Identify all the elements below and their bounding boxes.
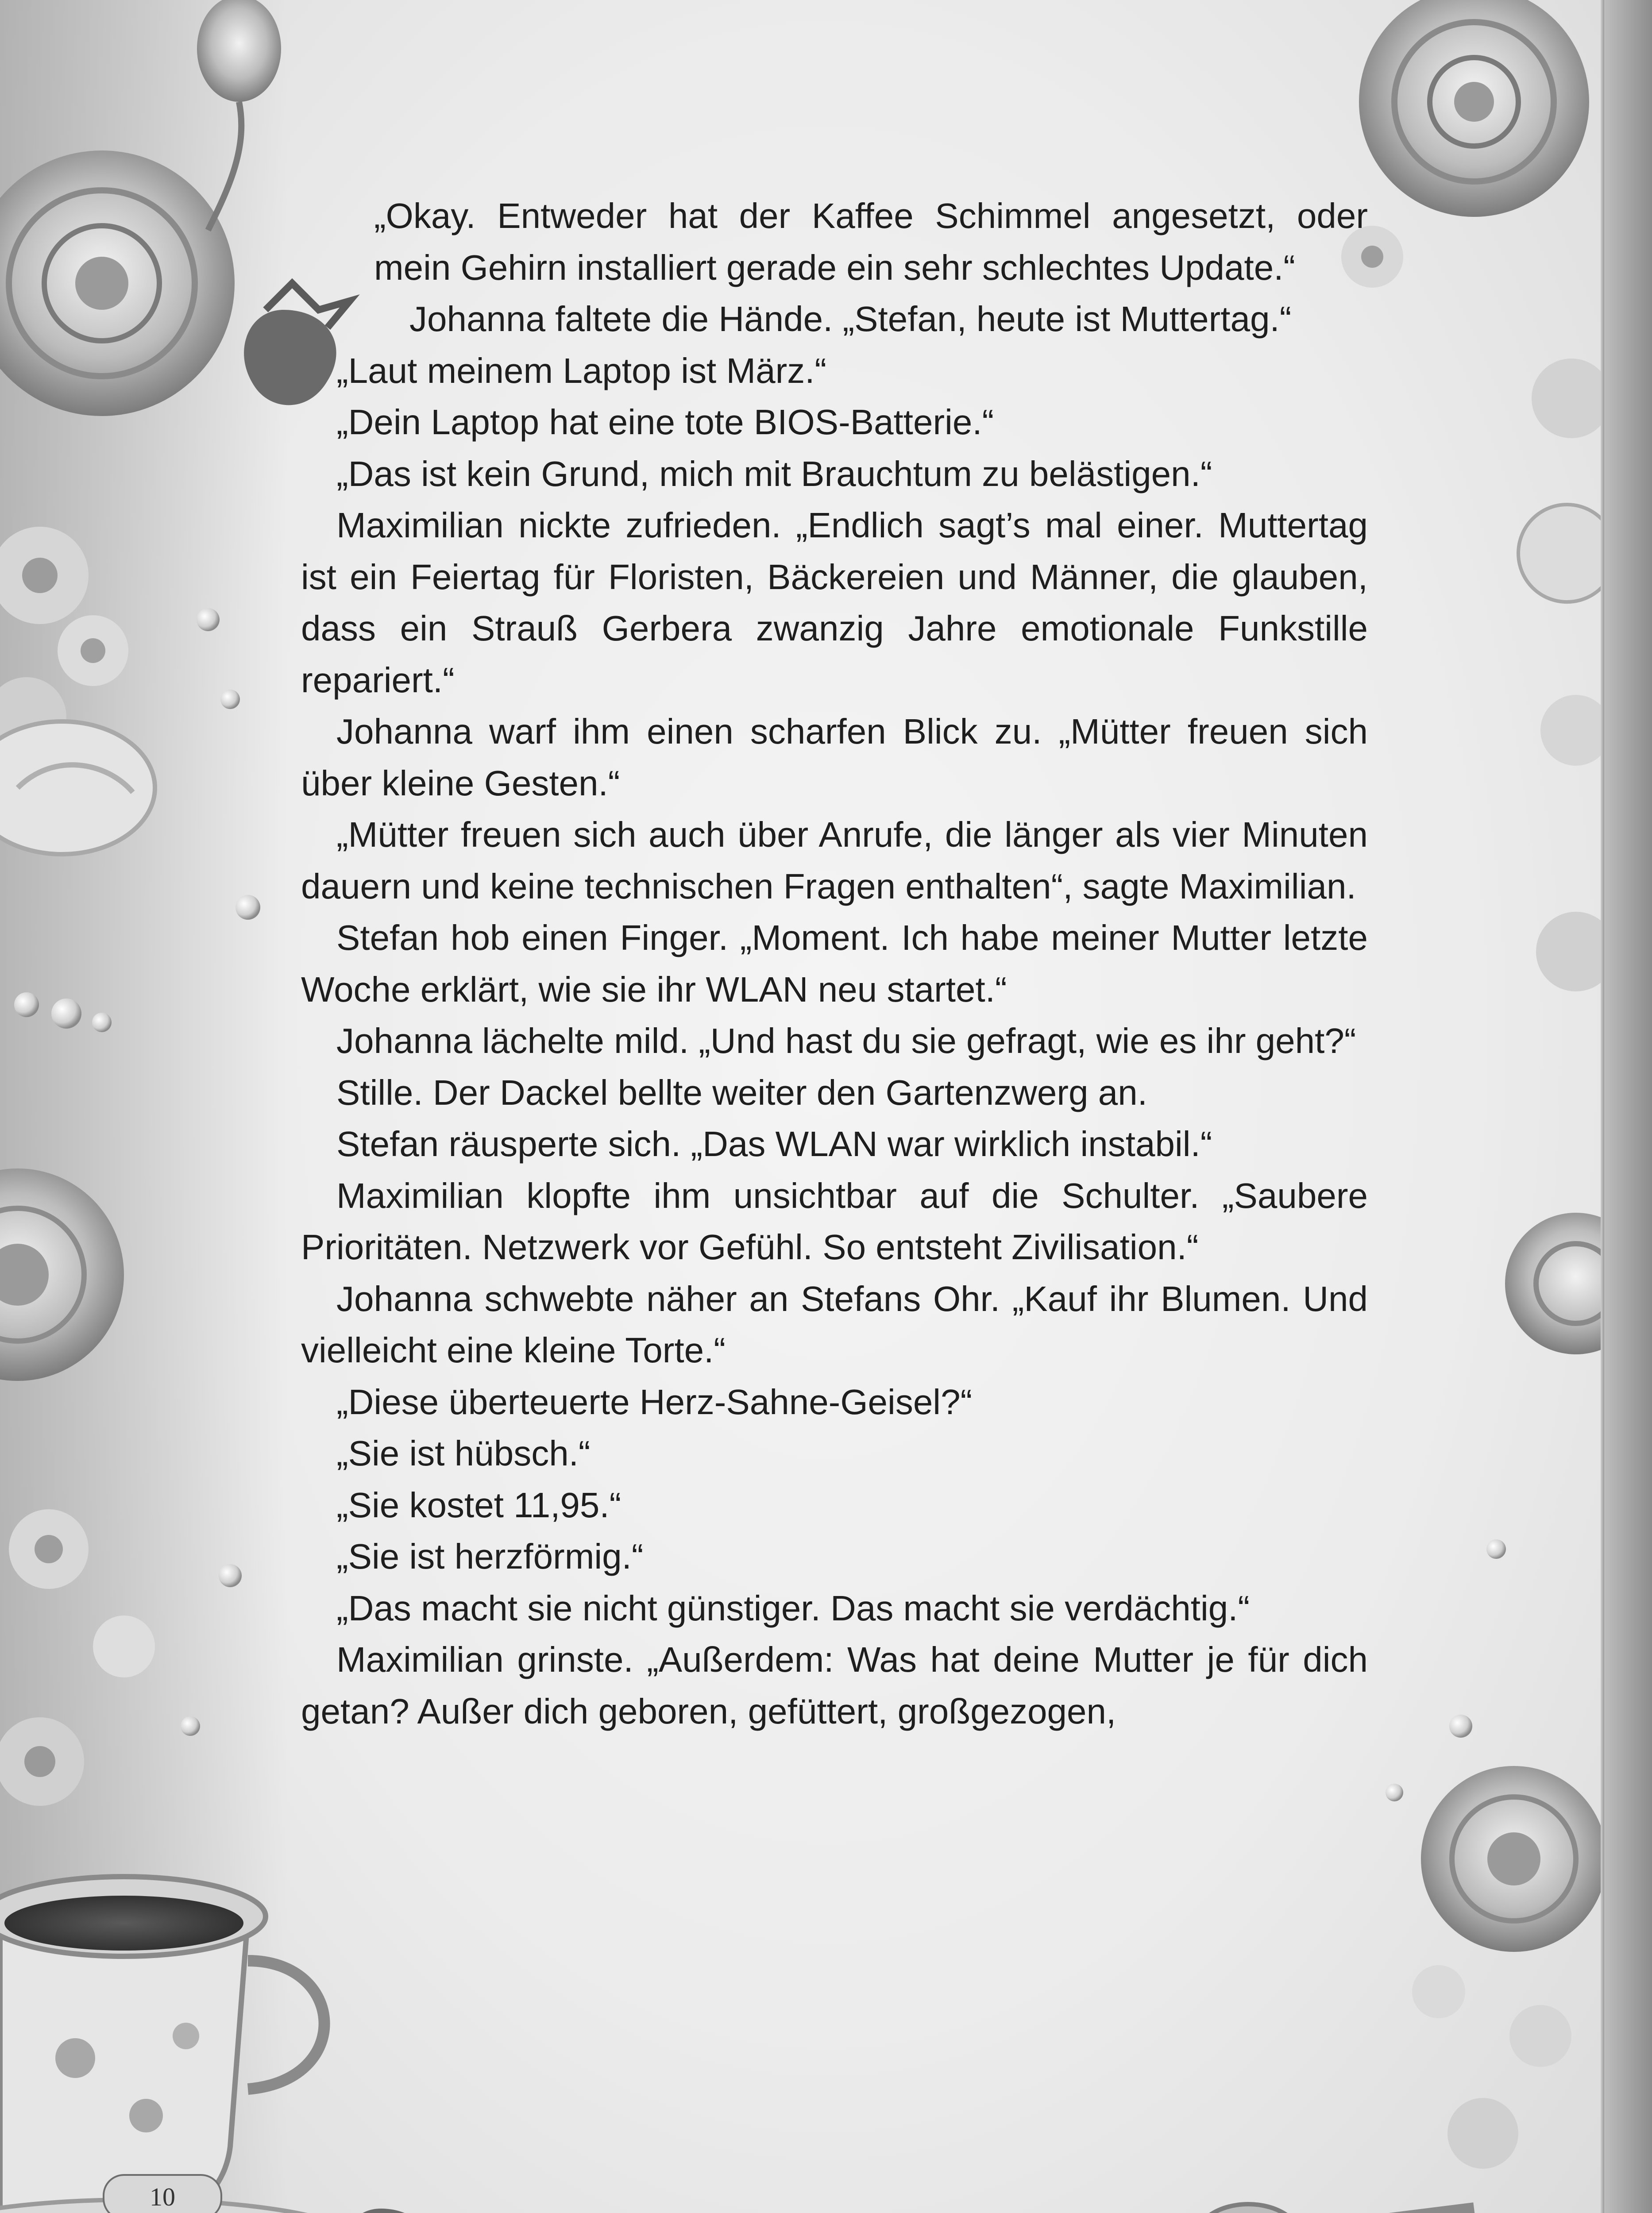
- paragraph: „Diese überteuerte Herz-Sahne-Geisel?“: [336, 1382, 973, 1422]
- teacup-icon: [0, 1877, 372, 2213]
- paragraph: „Sie kostet 11,95.“: [336, 1485, 621, 1525]
- paragraph: Maximilian klopfte ihm unsichtbar auf die Schulter. „Saubere Prioritäten. Netzwerk vor Gefühl. So entsteht Zivilisation.“: [301, 1176, 1368, 1267]
- paragraph: Johanna schwebte näher an Stefans Ohr. „Kauf ihr Blumen. Und vielleicht eine kleine Torte.“: [301, 1279, 1368, 1370]
- paragraph: Johanna warf ihm einen scharfen Blick zu. „Mütter freuen sich über kleine Gesten.“: [301, 712, 1368, 803]
- body-text: [301, 190, 1368, 1737]
- pearl-icon: [1386, 1539, 1506, 1801]
- paragraph: Stefan hob einen Finger. „Moment. Ich habe meiner Mutter letzte Woche erklärt, wie sie ihr WLAN neu startet.“: [301, 918, 1368, 1009]
- paragraph: Johanna faltete die Hände. „Stefan, heute ist Muttertag.“: [409, 299, 1292, 339]
- paragraph: „Das ist kein Grund, mich mit Brauchtum zu belästigen.“: [336, 454, 1212, 493]
- page-number: 10: [103, 2174, 222, 2213]
- paragraph: „Das macht sie nicht günstiger. Das macht sie verdächtig.“: [336, 1588, 1250, 1628]
- daisy-icon: [1412, 1965, 1571, 2169]
- paragraph: „Laut meinem Laptop ist März.“: [336, 351, 827, 390]
- paragraph: „Sie ist herzförmig.“: [336, 1537, 644, 1576]
- rose-icon: [1359, 0, 1589, 217]
- paragraph: „Dein Laptop hat eine tote BIOS-Batterie.“: [336, 402, 994, 442]
- paragraph: Maximilian grinste. „Außerdem: Was hat deine Mutter je für dich getan? Außer dich geboren, gefüttert, großgezogen,: [301, 1640, 1368, 1731]
- paragraph: Stille. Der Dackel bellte weiter den Gartenzwerg an.: [336, 1072, 1147, 1112]
- strawberry-icon: [341, 2209, 431, 2213]
- daisy-icon: [1341, 226, 1616, 991]
- paragraph: Stefan räusperte sich. „Das WLAN war wirklich instabil.“: [336, 1124, 1212, 1164]
- paragraph: Johanna lächelte mild. „Und hast du sie gefragt, wie es ihr geht?“: [336, 1021, 1356, 1060]
- spoon-icon: [1195, 2204, 1474, 2213]
- paragraph: „Sie ist hübsch.“: [336, 1434, 591, 1473]
- paragraph: „Okay. Entweder hat der Kaffee Schimmel angesetzt, oder mein Gehirn installiert gerade ein sehr schlechtes Update.“: [374, 196, 1368, 287]
- cream-swirl-icon: [0, 721, 155, 854]
- paragraph: „Mütter freuen sich auch über Anrufe, die länger als vier Minuten dauern und keine technischen Fragen enthalten“, sagte Maximilian.: [301, 815, 1368, 906]
- page-edge-right: [1604, 0, 1652, 2213]
- paragraph: Maximilian nickte zufrieden. „Endlich sagt’s mal einer. Muttertag ist ein Feiertag für Floristen, Bäckereien und Männer, die glauben, dass ein Strauß Gerbera zwanzig Jahre emotionale Funkstille repariert.“: [301, 505, 1368, 700]
- paper-edge: [1601, 0, 1604, 2213]
